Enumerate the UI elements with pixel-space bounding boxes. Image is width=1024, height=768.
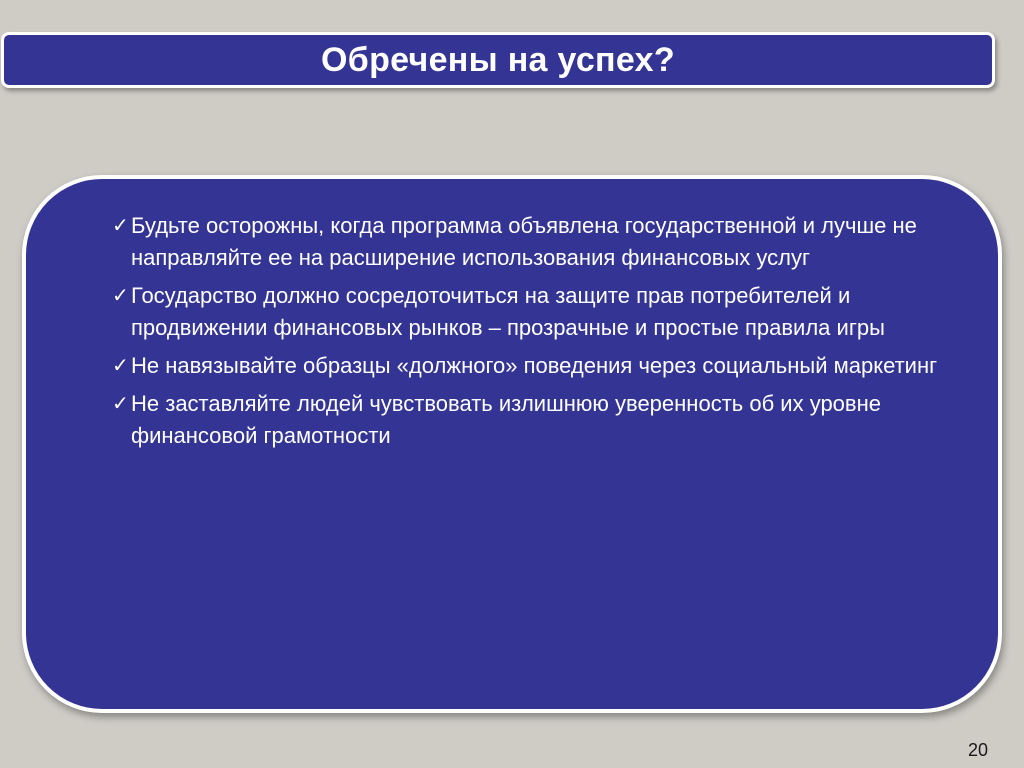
bullet-list bbox=[112, 210, 972, 458]
bullet-item bbox=[112, 388, 972, 452]
checkmark-icon: ✓ bbox=[112, 355, 129, 377]
bullet-item bbox=[112, 280, 972, 344]
page-number: 20 bbox=[967, 740, 988, 760]
checkmark-icon: ✓ bbox=[112, 393, 129, 415]
bullet-text: Не навязывайте образцы «должного» поведения через социальный маркетинг bbox=[131, 353, 938, 378]
bullet-text: Будьте осторожны, когда программа объявлена государственной и лучше не направляйте ее на расширение использования финансовых услуг bbox=[131, 213, 917, 270]
bullet-text: Не заставляйте людей чувствовать излишнюю уверенность об их уровне финансовой грамотности bbox=[131, 391, 881, 448]
checkmark-icon: ✓ bbox=[112, 215, 129, 237]
content-panel bbox=[22, 175, 1002, 713]
title-bar bbox=[1, 32, 995, 88]
bullet-item bbox=[112, 350, 972, 382]
bullet-text: Государство должно сосредоточиться на защите прав потребителей и продвижении финансовых рынков – прозрачные и простые правила игры bbox=[131, 283, 885, 340]
slide-title: Обречены на успех? bbox=[321, 40, 675, 79]
checkmark-icon: ✓ bbox=[112, 285, 129, 307]
bullet-item bbox=[112, 210, 972, 274]
